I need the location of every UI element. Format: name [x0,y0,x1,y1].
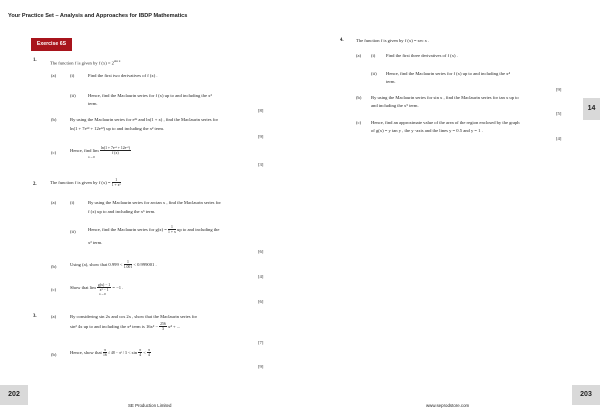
q3-b-text: Hence, show that $\frac{\pi}{16}$ √ 48 − π² / 3 < sin $\frac{\pi}{4}$ < $\frac{\pi}{4}$ [70,348,150,358]
q1-a-ii-text-2: term. [88,101,98,106]
q2-c-text: Show that lim $\frac{g(x) - 1}{\text{x³ − 1}}$ = −1 . [70,283,124,293]
q2-a-i-label: (i) [70,200,75,205]
q4-a-ii-label: (ii) [371,71,377,76]
q4-c-marks: [4] [556,136,562,141]
right-page-number: 203 [572,385,600,405]
q1-a-ii-text-1: Hence, find the Maclaurin series for f (x) up to and including the x² [88,93,212,98]
q1-a-ii-label: (ii) [70,93,76,98]
q1-b-label: (b) [51,117,57,122]
q3-a-label: (a) [51,314,57,319]
q2-a-i-text-2: f (x) up to and including the x⁶ term. [88,209,156,214]
q2-c-limit-sub: x→0 [99,292,106,296]
q2-b-fraction: $\frac{1}{1.001}$ [123,260,133,270]
q1-a-label: (a) [51,73,57,78]
q3-number: 3. [33,314,37,319]
q4-b-label: (b) [356,95,362,100]
q1-number: 1. [33,58,37,63]
q4-b-marks: [5] [556,111,562,116]
q2-b-text: Using (a), show that 0.999 < $\frac{1}{1.001}$ < 0.999001 . [70,260,157,270]
q3-b-fraction-3: $\frac{\pi}{4}$ [148,348,150,358]
q4-c-text-1: Hence, find an approximate value of the area of the region enclosed by the graph [371,120,520,125]
q1-b-text-2: ln(1 + 7eˣ³ + 12eˣ²) up to and including the x² term. [70,126,165,131]
q3-b-fraction-2: $\frac{\pi}{4}$ [139,348,142,358]
q4-a-i-label: (i) [371,53,376,58]
q4-a-i-text: Find the first three derivatives of f (x) . [386,53,458,58]
q3-a-text-2: sin² 4x up to and including the x⁴ term is 16x² − $\frac{256}{3}$ x⁴ + ... [70,322,181,332]
q1-c-text: Hence, find lim $\frac{\text{ln(1 + 7eˣ³ + 12eˣ²)}}{f (x)}$ [70,146,130,156]
q4-a-marks: [9] [556,87,562,92]
q4-number: 4. [340,38,344,43]
q2-b-marks: [4] [258,274,264,279]
q2-a-i-text-1: By using the Maclaurin series for arctan x , find the Maclaurin series for [88,200,221,205]
q3-b-label: (b) [51,352,57,357]
q1-b-marks: [9] [258,134,264,139]
q3-a-marks: [7] [258,340,264,345]
running-head: Your Practice Set – Analysis and Approaches for IBDP Mathematics [8,13,188,19]
q4-a-ii-text-1: Hence, find the Maclaurin series for f (x) up to and including the x⁴ [386,71,511,76]
q2-stem-fraction: $\frac{1}{\text{1 + x²}}$ [111,178,121,188]
q1-c-label: (c) [51,150,57,155]
q4-stem: The function f is given by f (x) = sec x . [356,38,430,43]
left-page-number: 202 [0,385,28,405]
footer-website: www.seprodstore.com [426,403,470,408]
q2-c-marks: [6] [258,299,264,304]
q2-a-ii-text-2: x³ term. [88,240,103,245]
q2-b-label: (b) [51,264,57,269]
q2-a-ii-fraction: $\frac{1}{1 + x}$ [168,225,176,235]
q4-c-text-2: of g(x) = y tan y , the y -axis and the lines y = 0.5 and y = 1 . [371,128,483,133]
q2-a-label: (a) [51,200,57,205]
q3-a-text-1: By considering sin 2x and cos 2x , show that the Maclaurin series for [70,314,198,319]
q1-a-marks: [8] [258,108,264,113]
q4-b-text-1: By using the Maclaurin series for sin x , find the Maclaurin series for tan x up to [371,95,519,100]
q2-a-ii-text-1: Hence, find the Maclaurin series for g(x) = $\frac{1}{1 + x}$ up to and including the [88,225,220,235]
q1-a-i-text: Find the first two derivatives of f (x) . [88,73,158,78]
q2-stem: The function f is given by f (x) = $\frac{1}{\text{1 + x²}}$ [50,178,121,188]
q1-a-i-label: (i) [70,73,75,78]
footer-publisher: SE Production Limited [128,403,172,408]
q1-c-fraction: $\frac{\text{ln(1 + 7eˣ³ + 12eˣ²)}}{f (x)}$ [100,146,130,156]
q3-b-fraction-1: $\frac{\pi}{16}$ [102,348,107,358]
q4-c-label: (c) [356,120,362,125]
exercise-label: Exercise 6S [31,38,72,51]
q4-a-ii-text-2: term. [386,79,396,84]
q2-c-fraction: $\frac{g(x) - 1}{\text{x³ − 1}}$ [97,283,111,293]
q2-a-marks: [6] [258,249,264,254]
q4-b-text-2: and including the x⁵ term. [371,103,419,108]
q2-number: 2. [33,182,37,187]
q3-a-fraction: $\frac{256}{3}$ [160,322,166,332]
q1-c-limit-sub: x→0 [88,155,95,159]
q3-b-marks: [9] [258,364,264,369]
q1-b-text-1: By using the Maclaurin series for e³ˣ and ln(1 + x) , find the Maclaurin series for [70,117,219,122]
q4-a-label: (a) [356,53,362,58]
q2-c-label: (c) [51,287,57,292]
q1-stem: The function f is given by f $(x) = 2^{sin x}$ [50,59,121,66]
chapter-tab: 14 [583,98,600,120]
q1-c-marks: [3] [258,162,264,167]
q2-a-ii-label: (ii) [70,229,76,234]
